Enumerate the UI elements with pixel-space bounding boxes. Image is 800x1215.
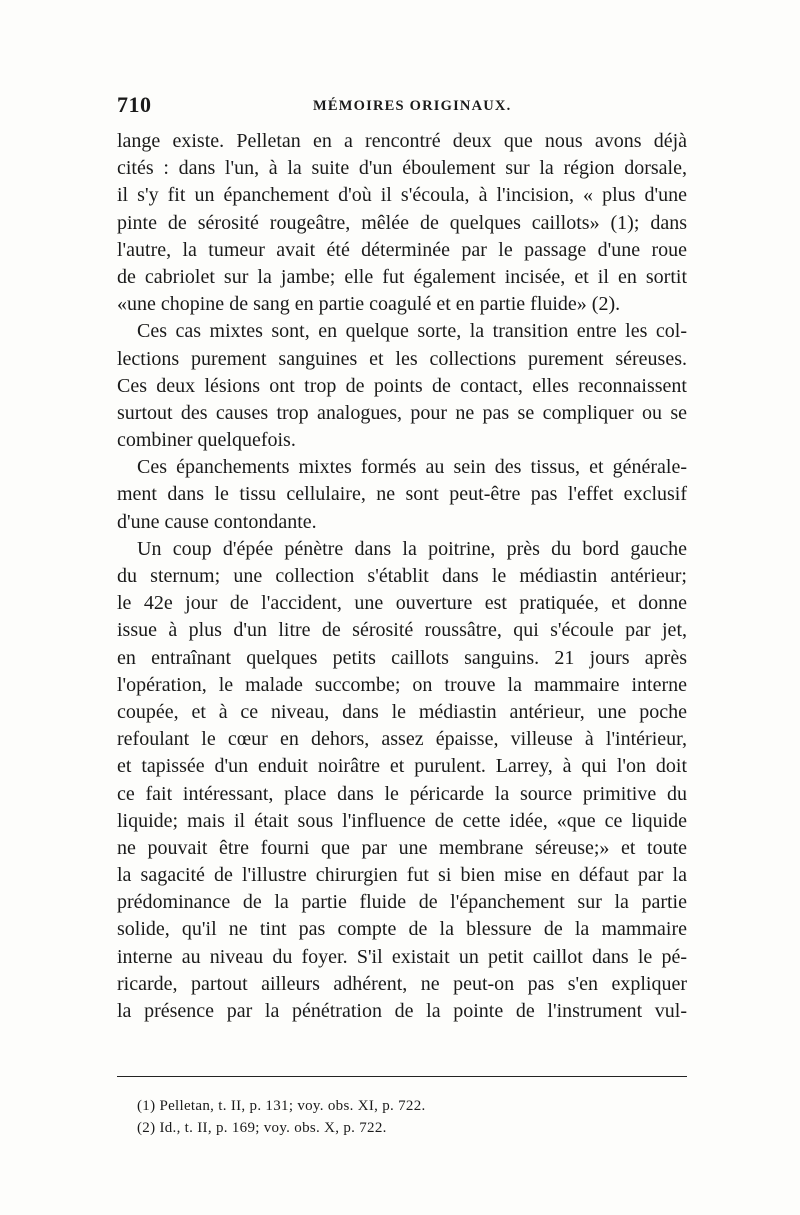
text-line: prédominance de la partie fluide de l'épanchement sur la partie <box>117 891 687 914</box>
text-line: lange existe. Pelletan en a rencontré deux que nous avons déjà <box>117 130 687 152</box>
running-title: MÉMOIRES ORIGINAUX. <box>313 98 512 114</box>
text-line: «une chopine de sang en partie coagulé et en partie fluide» (2). <box>117 293 621 316</box>
text-line: surtout des causes trop analogues, pour ne pas se compliquer ou se <box>117 401 687 424</box>
text-line: interne au niveau du foyer. S'il existait un petit caillot dans le pé- <box>117 945 687 968</box>
footnotes <box>137 1095 637 1139</box>
text-line: et tapissée d'un enduit noirâtre et purulent. Larrey, à qui l'on doit <box>117 755 687 778</box>
text-line: la sagacité de l'illustre chirurgien fut si bien mise en défaut par la <box>117 864 687 887</box>
text-line: pinte de sérosité rougeâtre, mêlée de quelques caillots» (1); dans <box>117 211 687 234</box>
page-header <box>117 92 687 120</box>
text-line: lections purement sanguines et les collections purement séreuses. <box>117 347 687 370</box>
text-line: Ces épanchements mixtes formés au sein des tissus, et générale- <box>137 456 687 479</box>
text-line: la présence par la pénétration de la pointe de l'instrument vul- <box>117 1000 687 1022</box>
text-line: ne pouvait être fourni que par une membrane séreuse;» et toute <box>117 836 687 859</box>
text-line: liquide; mais il était sous l'influence de cette idée, «que ce liquide <box>117 809 687 832</box>
text-line: d'une cause contondante. <box>117 510 317 533</box>
text-line: issue à plus d'un litre de sérosité roussâtre, qui s'écoule par jet, <box>117 619 687 642</box>
text-line: de cabriolet sur la jambe; elle fut également incisée, et il en sortit <box>117 265 687 288</box>
text-line: Un coup d'épée pénètre dans la poitrine, près du bord gauche <box>137 537 687 560</box>
text-line: le 42e jour de l'accident, une ouverture est pratiquée, et donne <box>117 592 687 615</box>
text-line: refoulant le cœur en dehors, assez épaisse, villeuse à l'intérieur, <box>117 728 687 751</box>
footnote: (1) Pelletan, t. II, p. 131; voy. obs. XI, p. 722. <box>137 1098 426 1114</box>
text-line: l'opération, le malade succombe; on trouve la mammaire interne <box>117 673 687 696</box>
text-line: coupée, et à ce niveau, dans le médiastin antérieur, une poche <box>117 700 687 723</box>
page-number: 710 <box>117 92 152 117</box>
text-line: solide, qu'il ne tint pas compte de la blessure de la mammaire <box>117 918 687 941</box>
text-line: ment dans le tissu cellulaire, ne sont peut-être pas l'effet exclusif <box>117 483 687 506</box>
text-line: en entraînant quelques petits caillots sanguins. 21 jours après <box>117 646 687 669</box>
text-line: ricarde, partout ailleurs adhérent, ne peut-on pas s'en expliquer <box>117 972 687 995</box>
text-line: l'autre, la tumeur avait été déterminée par le passage d'une roue <box>117 238 687 261</box>
text-line: combiner quelquefois. <box>117 429 296 452</box>
text-line: Ces cas mixtes sont, en quelque sorte, la transition entre les col- <box>137 320 687 343</box>
text-line: il s'y fit un épanchement d'où il s'écoula, à l'incision, « plus d'une <box>117 184 687 207</box>
text-line: du sternum; une collection s'établit dans le médiastin antérieur; <box>117 565 687 587</box>
text-line: Ces deux lésions ont trop de points de contact, elles reconnaissent <box>117 374 687 397</box>
footnote: (2) Id., t. II, p. 169; voy. obs. X, p. 722. <box>137 1120 387 1136</box>
footnote-divider <box>117 1076 687 1077</box>
text-line: cités : dans l'un, à la suite d'un éboulement sur la région dorsale, <box>117 157 687 180</box>
text-line: ce fait intéressant, place dans le péricarde la source primitive du <box>117 782 687 805</box>
body-text <box>117 128 687 1025</box>
